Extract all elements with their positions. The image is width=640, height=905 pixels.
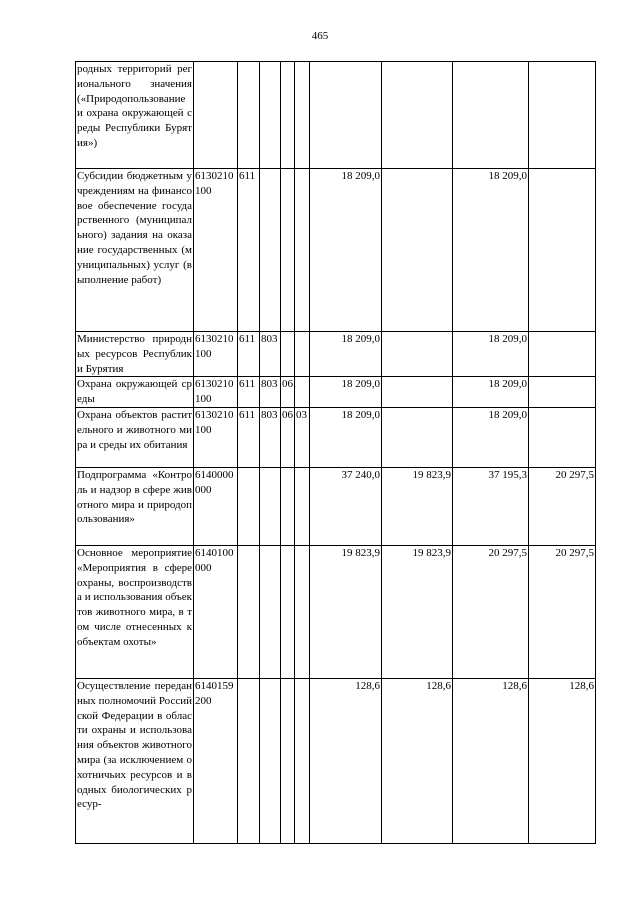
amount-2 xyxy=(382,332,453,377)
ministry-code xyxy=(260,467,281,545)
section-code xyxy=(281,169,295,332)
amount-2 xyxy=(382,169,453,332)
section-code xyxy=(281,678,295,843)
ministry-code: 803 xyxy=(260,332,281,377)
expense-type-code xyxy=(238,545,260,678)
target-article-code: 6130210100 xyxy=(194,169,238,332)
expense-type-code xyxy=(238,467,260,545)
target-article-code: 6130210100 xyxy=(194,377,238,408)
amount-1: 128,6 xyxy=(310,678,382,843)
amount-4: 20 297,5 xyxy=(529,467,596,545)
page-number: 465 xyxy=(311,30,329,42)
amount-3 xyxy=(453,62,529,169)
subsection-code xyxy=(295,332,310,377)
amount-2: 128,6 xyxy=(382,678,453,843)
ministry-code: 803 xyxy=(260,377,281,408)
row-name: Охрана окружающей среды xyxy=(76,377,194,408)
target-article-code: 6130210100 xyxy=(194,332,238,377)
subsection-code xyxy=(295,467,310,545)
table-row xyxy=(76,545,596,678)
expense-type-code: 611 xyxy=(238,332,260,377)
ministry-code xyxy=(260,545,281,678)
amount-3: 18 209,0 xyxy=(453,407,529,467)
table-row xyxy=(76,169,596,332)
amount-2: 19 823,9 xyxy=(382,545,453,678)
target-article-code: 6140100000 xyxy=(194,545,238,678)
expense-type-code: 611 xyxy=(238,377,260,408)
amount-4 xyxy=(529,407,596,467)
amount-3: 18 209,0 xyxy=(453,169,529,332)
section-code: 06 xyxy=(281,407,295,467)
section-code xyxy=(281,62,295,169)
amount-2: 19 823,9 xyxy=(382,467,453,545)
target-article-code xyxy=(194,62,238,169)
row-name: Основное мероприятие «Мероприятия в сфере охраны, воспроизводства и использования объектов животного мира, в том числе отнесенных к объектам охоты» xyxy=(76,545,194,678)
amount-3: 18 209,0 xyxy=(453,377,529,408)
expense-type-code xyxy=(238,678,260,843)
budget-table xyxy=(75,61,596,844)
table-row xyxy=(76,407,596,467)
amount-1: 19 823,9 xyxy=(310,545,382,678)
expense-type-code: 611 xyxy=(238,407,260,467)
amount-2 xyxy=(382,407,453,467)
amount-4: 20 297,5 xyxy=(529,545,596,678)
amount-4 xyxy=(529,332,596,377)
subsection-code xyxy=(295,169,310,332)
amount-3: 20 297,5 xyxy=(453,545,529,678)
section-code xyxy=(281,332,295,377)
row-name: Осуществление переданных полномочий Российской Федерации в области охраны и использования объектов животного мира (за исключением охотничьих ресурсов и водных биологических ресур- xyxy=(76,678,194,843)
amount-2 xyxy=(382,377,453,408)
subsection-code: 03 xyxy=(295,407,310,467)
amount-1: 18 209,0 xyxy=(310,377,382,408)
amount-1: 37 240,0 xyxy=(310,467,382,545)
expense-type-code xyxy=(238,62,260,169)
amount-4 xyxy=(529,62,596,169)
amount-1: 18 209,0 xyxy=(310,407,382,467)
row-name: Субсидии бюджетным учреждениям на финансовое обеспечение государственного (муниципального) задания на оказание государственных (муниципальных) услуг (выполнение работ) xyxy=(76,169,194,332)
table-row xyxy=(76,377,596,408)
amount-4 xyxy=(529,377,596,408)
table-row xyxy=(76,678,596,843)
subsection-code xyxy=(295,377,310,408)
expense-type-code: 611 xyxy=(238,169,260,332)
amount-1: 18 209,0 xyxy=(310,332,382,377)
section-code xyxy=(281,545,295,678)
ministry-code: 803 xyxy=(260,407,281,467)
section-code: 06 xyxy=(281,377,295,408)
amount-4 xyxy=(529,169,596,332)
table-row xyxy=(76,467,596,545)
row-name: родных территорий регионального значения («Природопользование и охрана окружающей среды Республики Бурятия») xyxy=(76,62,194,169)
target-article-code: 6140000000 xyxy=(194,467,238,545)
row-name: Охрана объектов растительного и животного мира и среды их обитания xyxy=(76,407,194,467)
ministry-code xyxy=(260,169,281,332)
subsection-code xyxy=(295,62,310,169)
amount-1: 18 209,0 xyxy=(310,169,382,332)
table-row xyxy=(76,62,596,169)
target-article-code: 6130210100 xyxy=(194,407,238,467)
subsection-code xyxy=(295,545,310,678)
amount-3: 128,6 xyxy=(453,678,529,843)
table-row xyxy=(76,332,596,377)
amount-3: 18 209,0 xyxy=(453,332,529,377)
amount-2 xyxy=(382,62,453,169)
ministry-code xyxy=(260,62,281,169)
ministry-code xyxy=(260,678,281,843)
amount-3: 37 195,3 xyxy=(453,467,529,545)
target-article-code: 6140159200 xyxy=(194,678,238,843)
amount-1 xyxy=(310,62,382,169)
section-code xyxy=(281,467,295,545)
subsection-code xyxy=(295,678,310,843)
amount-4: 128,6 xyxy=(529,678,596,843)
row-name: Подпрограмма «Контроль и надзор в сфере животного мира и природопользования» xyxy=(76,467,194,545)
row-name: Министерство природных ресурсов Республики Бурятия xyxy=(76,332,194,377)
